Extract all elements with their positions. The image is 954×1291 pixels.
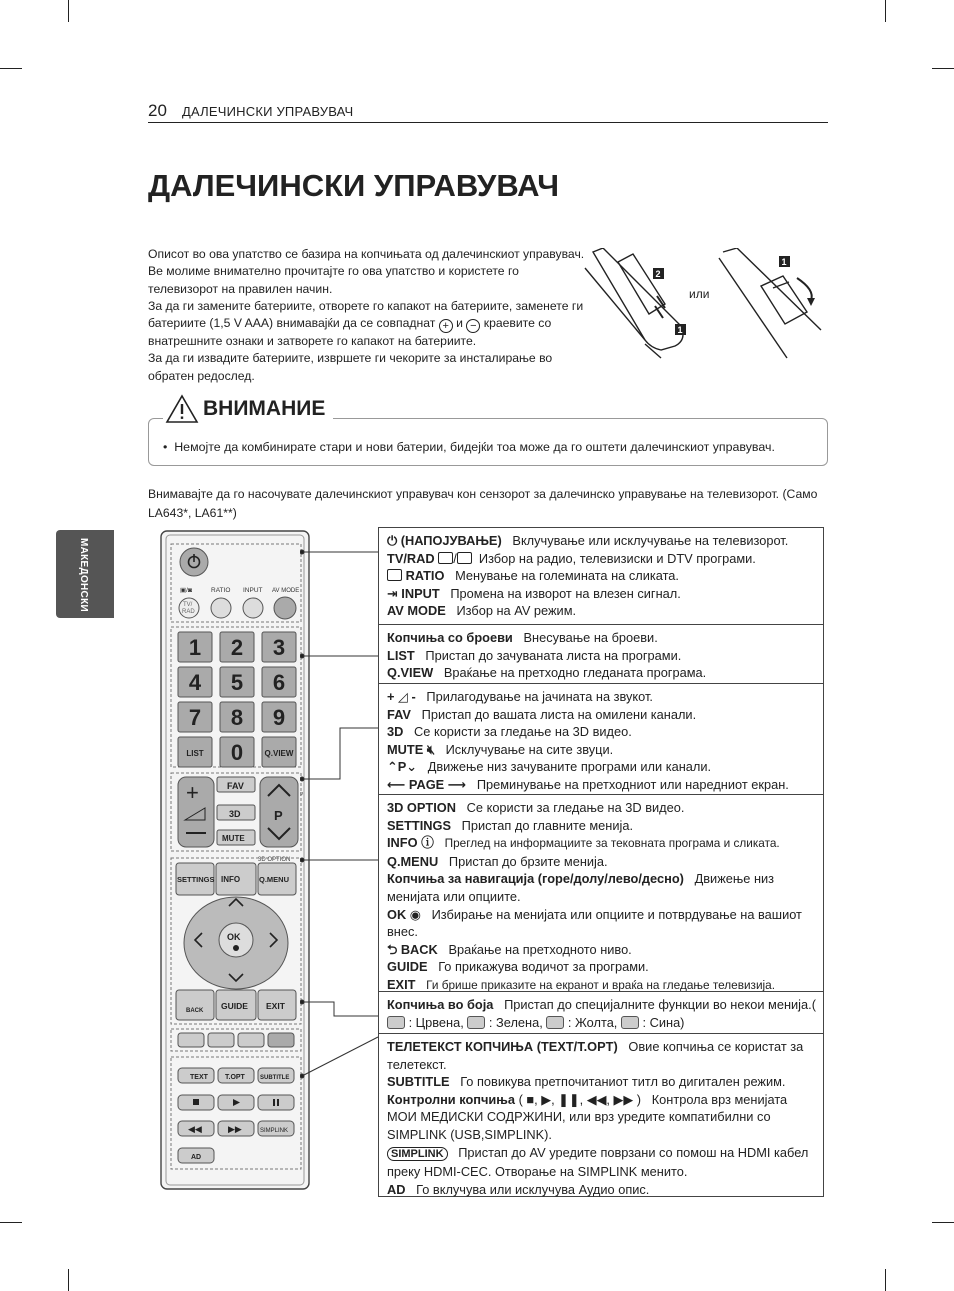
svg-text:AD: AD: [191, 1154, 202, 1161]
pointing-note: Внимавајте да го насочувате далечинскиот управувач кон сензорот за далечинско управување на телевизорот. (Само LA643*, LA61**): [148, 487, 818, 520]
remote-key-label: LIST: [186, 749, 204, 758]
red-button-icon: [387, 1016, 405, 1029]
page-title: ДАЛЕЧИНСКИ УПРАВУВАЧ: [148, 168, 559, 203]
desc-box-numbers: Копчиња со броеви Внесување на броеви. LIST Пристап до зачуваната листа на програми. Q.VIEW Враќање на претходно гледаната програма.: [378, 624, 824, 684]
svg-text:EXIT: EXIT: [266, 1001, 285, 1011]
crop-mark: [932, 68, 954, 69]
caution-heading: [163, 394, 333, 424]
tv-icon: [438, 552, 453, 564]
svg-text:TV/: TV/: [183, 602, 193, 608]
remote-key-label: 6: [272, 670, 286, 695]
crop-mark: [0, 68, 22, 69]
svg-text:SUBTITLE: SUBTITLE: [260, 1075, 290, 1081]
remote-key-label: 3: [272, 635, 286, 660]
svg-text:RATIO: RATIO: [211, 587, 231, 594]
intro-paragraph: Описот во ова упатство се базира на копчињата од далечинскиот управувач. Ве молиме внимателно прочитајте го ова упатство и користете го телевизорот на правилен начин.: [148, 247, 585, 296]
remote-key-label: 4: [188, 670, 202, 695]
remote-key-label: 9: [272, 705, 286, 730]
yellow-button-icon: [546, 1016, 564, 1029]
svg-text:SETTINGS: SETTINGS: [177, 875, 215, 884]
remote-control-illustration: [160, 530, 310, 1190]
svg-text:SIMPLINK: SIMPLINK: [260, 1128, 289, 1134]
svg-text:INFO: INFO: [221, 875, 241, 884]
svg-text:Q.MENU: Q.MENU: [259, 875, 289, 884]
svg-text:3D: 3D: [229, 809, 241, 819]
intro-text: [148, 246, 588, 385]
desc-box-colors: Копчиња во боја Пристап до специјалните функции во некои менија.( : Црвена, : Зелена, : Жолта, : Сина): [378, 991, 824, 1034]
svg-text:OK: OK: [227, 932, 241, 942]
header-rule: [148, 122, 828, 123]
ratio-icon: [387, 569, 402, 581]
svg-text:2: 2: [655, 269, 661, 279]
remote-key-label: 5: [230, 670, 244, 695]
svg-text:INPUT: INPUT: [243, 587, 263, 594]
warning-icon: [165, 394, 199, 424]
desc-box-teletext: ТЕЛЕТЕКСТ КОПЧИЊА (TEXT/T.OPT) Овие копчиња се користат за телетекст. SUBTITLE Го повикува претпочитаниот титл во дигитален режим. Контролни копчиња ( ■, ▶, ❚❚, ◀◀, ▶▶ ) Контрола врз менијата МОИ МЕДИСКИ СОДРЖИНИ, или врз уредите компатибилни со SIMPLINK (USB,SIMPLINK). SIMPLINK Пристап до AV уредите поврзани со помош на HDMI кабел преку HDMI-CEC. Отворање на SIMPLINK менито. AD Го вклучува или исклучува Аудио опис.: [378, 1033, 824, 1197]
svg-text:AV MODE: AV MODE: [272, 588, 300, 594]
desc-box-volume: + ◿ - Прилагодување на јачината на звукот. FAV Пристап до вашата листа на омилени канали. 3D Се користи за гледање на 3D видео. MUTE 🔇︎ Исклучување на сите звуци. ⌃P⌄ Движење низ зачуваните програми или канали. ⟵ PAGE ⟶ Преминување на претходниот или наредниот екран.: [378, 683, 824, 795]
remote-key-label: 7: [188, 705, 202, 730]
svg-text:▣/◙: ▣/◙: [180, 587, 192, 594]
running-header: ДАЛЕЧИНСКИ УПРАВУВАЧ: [182, 104, 354, 119]
battery-illustration: [583, 248, 833, 360]
svg-text:◀◀: ◀◀: [188, 1124, 202, 1134]
svg-text:P: P: [274, 808, 283, 823]
svg-text:MUTE: MUTE: [222, 834, 245, 843]
remote-key-label: 8: [230, 705, 244, 730]
svg-text:T.OPT: T.OPT: [225, 1074, 245, 1081]
plus-icon: +: [439, 319, 453, 333]
language-tab-label: МАКЕДОНСКИ: [78, 538, 89, 612]
svg-text:BACK: BACK: [186, 1008, 204, 1014]
crop-mark: [932, 1222, 954, 1223]
caution-title: ВНИМАНИЕ: [203, 397, 326, 420]
svg-text:▶▶: ▶▶: [228, 1124, 242, 1134]
crop-mark: [885, 0, 886, 22]
desc-box-navigation: 3D OPTION Се користи за гледање на 3D видео. SETTINGS Пристап до главните менија. INFO ⓘ Преглед на информациите за тековната програма и сликата. Q.MENU Пристап до брзите менија. Копчиња за навигација (горе/долу/лево/десно) Движење низ менијата или опциите. OK ◉ Избирање на менијата или опциите и потврдување на вашиот внес. ⮌ BACK Враќање на претходното ниво. GUIDE Го прикажува водичот за програми. EXIT Ги брише приказите на екранот и враќа на гледање телевизија.: [378, 794, 824, 992]
svg-text:или: или: [689, 287, 710, 301]
minus-icon: −: [466, 319, 480, 333]
crop-mark: [0, 1222, 22, 1223]
remote-key-label: 2: [230, 635, 244, 660]
simplink-logo: SIMPLINK: [387, 1147, 448, 1161]
svg-text:TEXT: TEXT: [190, 1074, 208, 1081]
remote-key-label: 1: [188, 635, 202, 660]
crop-mark: [68, 1269, 69, 1291]
green-button-icon: [467, 1016, 485, 1029]
crop-mark: [885, 1269, 886, 1291]
svg-text:GUIDE: GUIDE: [221, 1001, 248, 1011]
caution-item: • Немојте да комбинирате стари и нови батерии, бидејќи тоа може да го оштети далечинскиот управувач.: [163, 440, 775, 454]
svg-text:1: 1: [781, 257, 787, 267]
svg-text:3D OPTION: 3D OPTION: [258, 857, 291, 863]
desc-box-power: ⏻ (НАПОЈУВАЊЕ) Вклучување или исклучување на телевизорот. TV/RAD / Избор на радио, телевизиски и DTV програми. RATIO Менување на големината на сликата. ⇥ INPUT Промена на изворот на влезен сигнал. AV MODE Избор на AV режим.: [378, 527, 824, 625]
leader-lines: [300, 540, 380, 1100]
intro-paragraph: За да ги замените батериите, отворете го капакот на батериите, заменете ги батериите (1,5 V AAA) внимавајќи да се совпаднат + и − краевите со внатрешните ознаки и затворете го капакот на батериите.: [148, 298, 584, 349]
language-tab: [56, 530, 114, 618]
blue-button-icon: [621, 1016, 639, 1029]
svg-text:P: P: [300, 792, 304, 798]
remote-key-label: 0: [230, 740, 244, 765]
svg-text:1: 1: [677, 325, 683, 335]
radio-icon: [457, 552, 472, 564]
remote-key-label: Q.VIEW: [264, 749, 294, 758]
svg-text:+: +: [186, 780, 199, 805]
intro-paragraph: За да ги извадите батериите, извршете ги чекорите за инсталирање во обратен редослед.: [148, 351, 553, 383]
svg-text:RAD: RAD: [182, 609, 195, 615]
svg-text:FAV: FAV: [227, 781, 244, 791]
page-number: 20: [148, 101, 167, 120]
crop-mark: [68, 0, 69, 22]
